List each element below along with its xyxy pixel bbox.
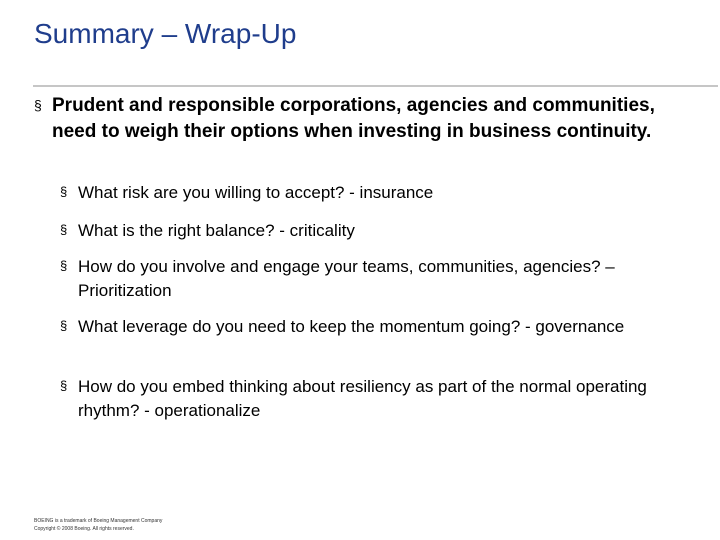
sub-bullet-resiliency xyxy=(60,375,700,423)
bullet-marker: § xyxy=(60,222,68,237)
trademark-line: BOEING is a trademark of Boeing Management Company xyxy=(34,518,163,524)
bullet-marker: § xyxy=(60,378,68,393)
sub-bullet-balance xyxy=(60,219,700,243)
bullet-marker: § xyxy=(60,184,68,199)
sub-bullet-text: How do you embed thinking about resiliency as part of the normal operating rhythm? - operationalize xyxy=(78,377,647,420)
copyright-line: Copyright © 2008 Boeing. All rights reserved. xyxy=(34,526,134,532)
sub-bullet-engage xyxy=(60,255,700,303)
bullet-marker: § xyxy=(34,97,42,113)
sub-bullet-text: What leverage do you need to keep the momentum going? - governance xyxy=(78,317,625,336)
copyright-footer xyxy=(34,517,162,533)
bullet-marker: § xyxy=(60,258,68,273)
sub-bullet-risk xyxy=(60,181,700,205)
sub-bullet-leverage xyxy=(60,315,700,339)
sub-bullet-text: What is the right balance? - criticality xyxy=(78,221,355,240)
main-bullet-text: Prudent and responsible corporations, agencies and communities, need to weigh their options when investing in business continuity. xyxy=(52,95,655,142)
sub-bullet-text: How do you involve and engage your teams, communities, agencies? – Prioritization xyxy=(78,257,615,300)
slide-title: Summary – Wrap-Up xyxy=(34,18,297,49)
title-divider xyxy=(33,85,718,87)
sub-bullet-text: What risk are you willing to accept? - insurance xyxy=(78,183,434,202)
main-bullet xyxy=(34,93,694,145)
bullet-marker: § xyxy=(60,318,68,333)
